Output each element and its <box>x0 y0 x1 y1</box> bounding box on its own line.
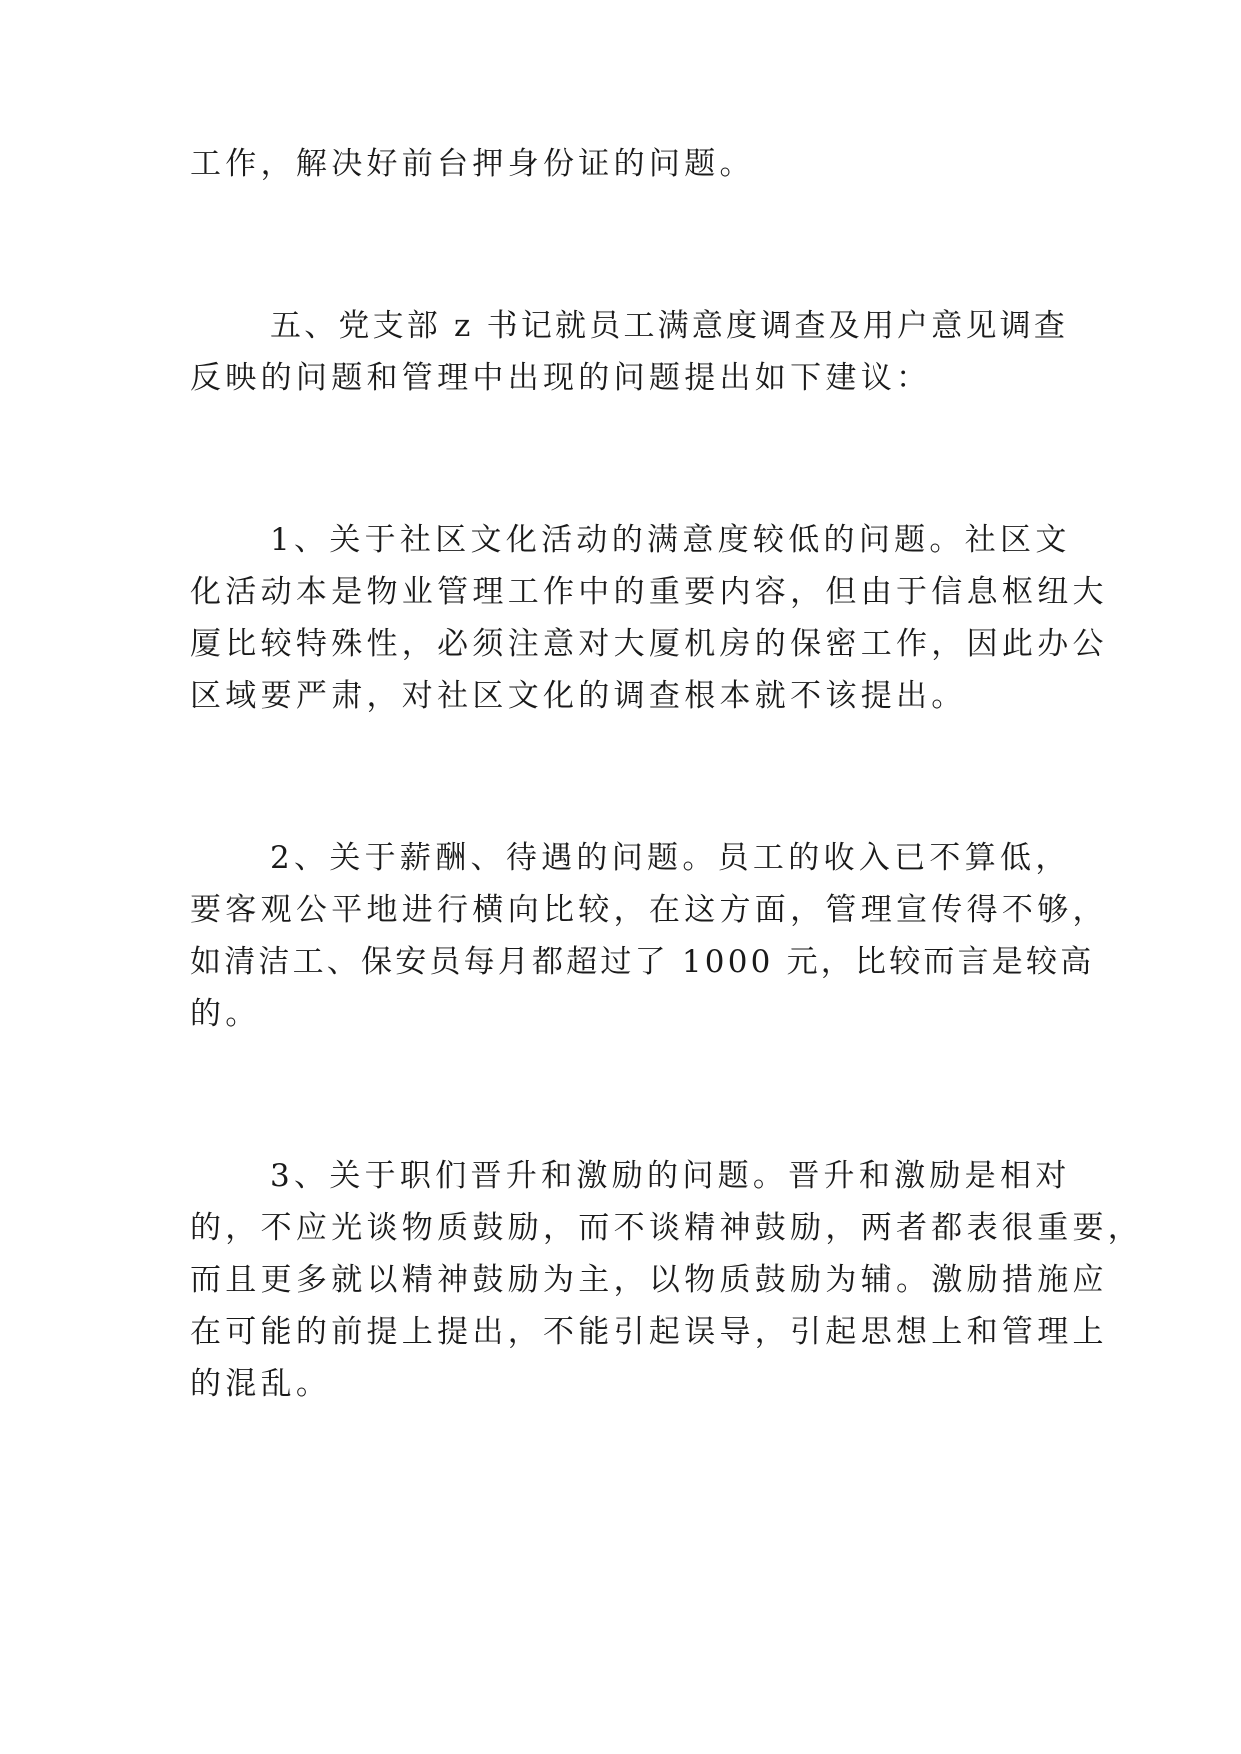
text-line: 3、关于职们晋升和激励的问题。晋升和激励是相对 <box>270 1158 1071 1194</box>
text-line: 在可能的前提上提出，不能引起误导，引起思想上和管理上 <box>190 1314 1108 1350</box>
text-line: 的混乱。 <box>190 1366 332 1402</box>
text-line: 五、党支部 z 书记就员工满意度调查及用户意见调查 <box>270 308 1069 344</box>
text-line: 厦比较特殊性，必须注意对大厦机房的保密工作，因此办公 <box>190 626 1108 662</box>
text-line: 区域要严肃，对社区文化的调查根本就不该提出。 <box>190 678 967 714</box>
text-line: 反映的问题和管理中出现的问题提出如下建议： <box>190 360 932 396</box>
text-line: 的。 <box>190 996 261 1032</box>
text-line: 如清洁工、保安员每月都超过了 1000 元，比较而言是较高 <box>190 944 1095 980</box>
text-line: 的，不应光谈物质鼓励，而不谈精神鼓励，两者都表很重要， <box>190 1210 1144 1246</box>
text-line: 要客观公平地进行横向比较，在这方面，管理宣传得不够， <box>190 892 1108 928</box>
text-line: 工作，解决好前台押身份证的问题。 <box>190 146 755 182</box>
text-line: 1、关于社区文化活动的满意度较低的问题。社区文 <box>270 522 1071 558</box>
text-line: 化活动本是物业管理工作中的重要内容，但由于信息枢纽大 <box>190 574 1108 610</box>
text-line: 而且更多就以精神鼓励为主，以物质鼓励为辅。激励措施应 <box>190 1262 1108 1298</box>
text-line: 2、关于薪酬、待遇的问题。员工的收入已不算低， <box>270 840 1071 876</box>
